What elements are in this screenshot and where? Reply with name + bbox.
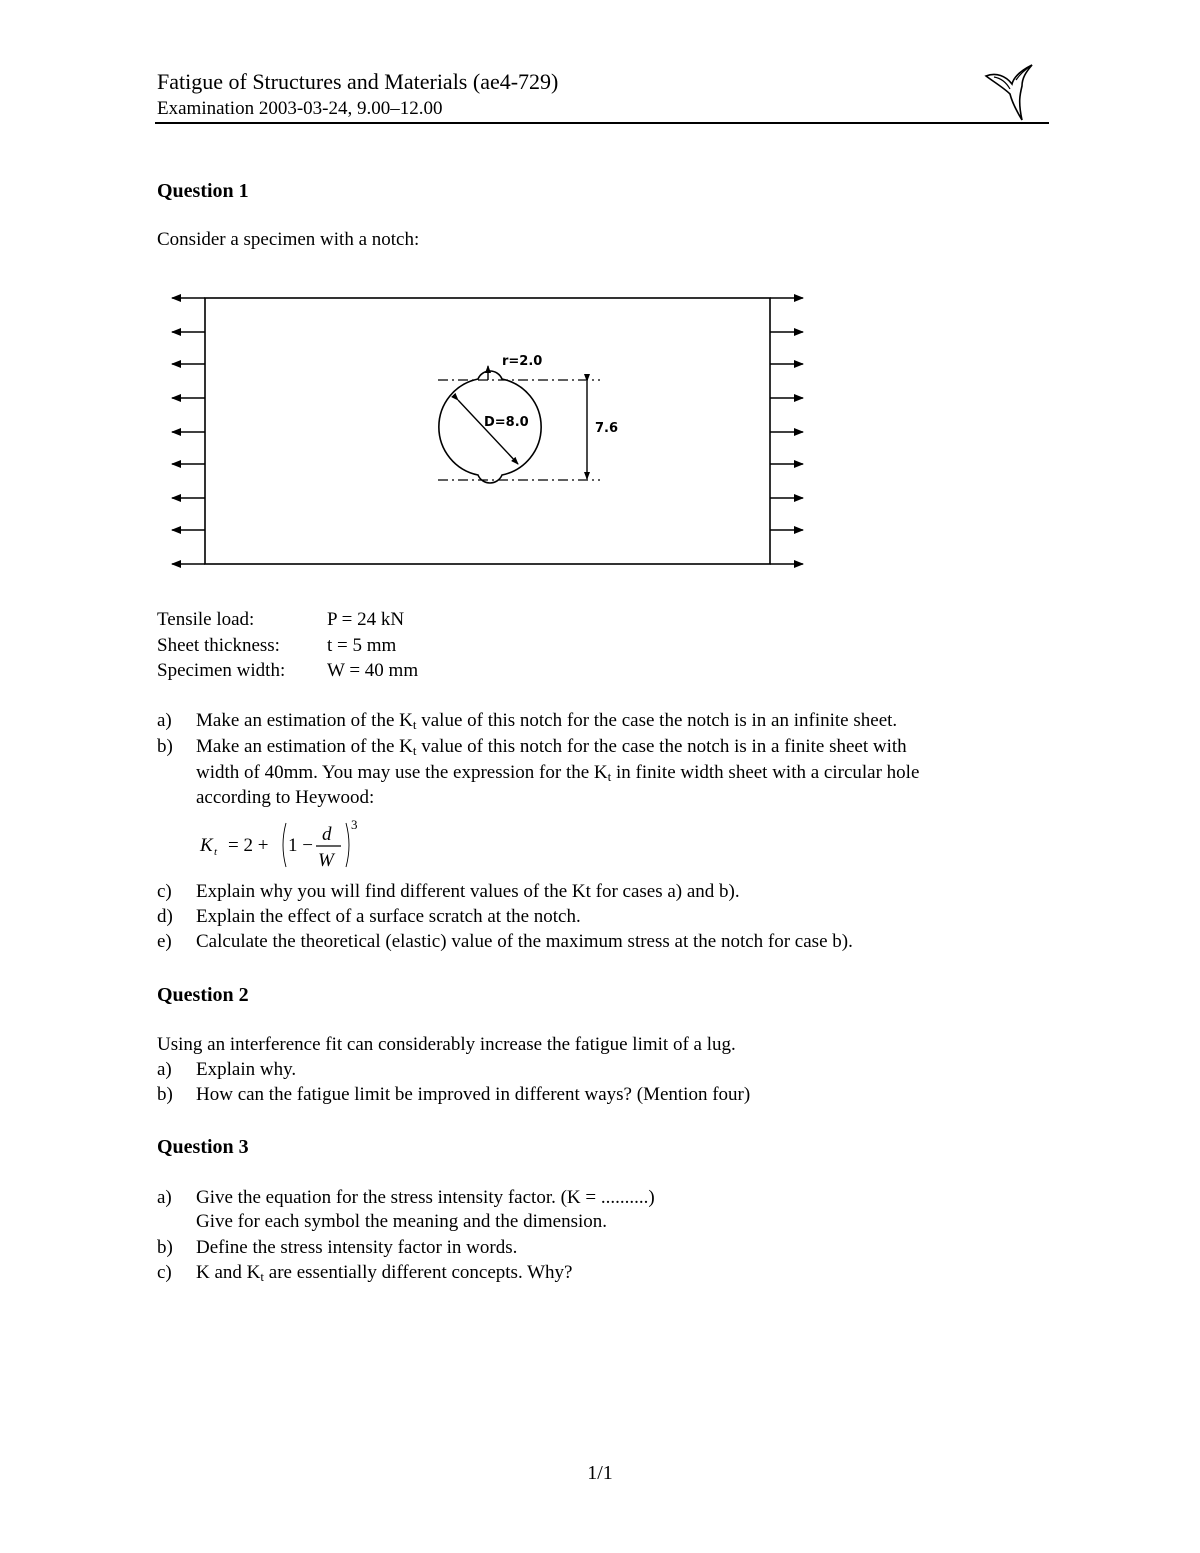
left-load-arrows (172, 298, 205, 564)
formula-num: d (322, 824, 332, 845)
parameters-list (157, 607, 418, 684)
param-value: P = 24 kN (327, 609, 405, 630)
question-1-heading: Question 1 (157, 180, 249, 202)
q3-c-label: c) (157, 1262, 172, 1283)
question-2-heading: Question 2 (157, 984, 249, 1006)
q1-b-text: Make an estimation of the $K_t$ value of this notch for the case the notch is in a finite sheet with (196, 736, 907, 758)
diameter-arrow (458, 400, 518, 464)
q3-a-text-line2: Give for each symbol the meaning and the dimension. (196, 1211, 608, 1232)
q3-b-label: b) (157, 1237, 173, 1258)
bird-logo-icon (982, 62, 1046, 122)
q1-b-label: b) (157, 736, 173, 757)
formula-exp: 3 (351, 817, 358, 832)
diameter-label: D=8.0 (484, 415, 529, 430)
q2-b-text: How can the fatigue limit be improved in different ways? (Mention four) (196, 1084, 751, 1105)
document-subtitle: Examination 2003-03-24, 9.00–12.00 (157, 98, 443, 119)
q2-b-label: b) (157, 1084, 173, 1105)
header-rule (155, 122, 1049, 124)
question-2-intro: Using an interference fit can considerably increase the fatigue limit of a lug. (157, 1034, 736, 1055)
formula-k-sub: t (214, 846, 218, 858)
page-number: 1/1 (587, 1462, 613, 1484)
q3-c-text: K and $K_t$ are essentially different concepts. Why? (196, 1262, 573, 1284)
q1-d-text: Explain the effect of a surface scratch at the notch. (196, 906, 581, 927)
q1-a-text: Make an estimation of the $K_t$ value of this notch for the case the notch is in an infinite sheet. (196, 710, 898, 732)
q1-c-label: c) (157, 881, 172, 902)
formula-eq: = 2 + (228, 835, 269, 856)
heywood-formula (196, 815, 386, 875)
q1-b-text-line2: width of 40mm. You may use the expression for the $K_t$ in finite width sheet with a circular hole (196, 762, 920, 784)
radius-label: r=2.0 (502, 354, 543, 369)
reference-lines (438, 380, 600, 480)
q1-e-label: e) (157, 931, 172, 952)
question-1-intro: Consider a specimen with a notch: (157, 229, 420, 250)
q2-a-label: a) (157, 1059, 172, 1080)
param-row (157, 607, 418, 633)
q2-a-text: Explain why. (196, 1059, 297, 1080)
q1-a-label: a) (157, 710, 172, 731)
formula-one: 1 − (288, 835, 313, 856)
q1-c-text: Explain why you will find different values of the Kt for cases a) and b). (196, 881, 740, 902)
q1-e-text: Calculate the theoretical (elastic) value of the maximum stress at the notch for case b). (196, 931, 853, 952)
param-label: Sheet thickness: (157, 634, 280, 656)
q3-a-label: a) (157, 1187, 172, 1208)
q3-b-text: Define the stress intensity factor in words. (196, 1237, 518, 1258)
q1-b-text-line3: according to Heywood: (196, 787, 375, 808)
param-row (157, 658, 418, 684)
formula-left-paren (283, 823, 286, 867)
param-value: W = 40 mm (327, 660, 419, 681)
formula-right-paren (346, 823, 349, 867)
dimension-label: 7.6 (595, 421, 619, 436)
param-row (157, 633, 418, 659)
right-load-arrows (770, 298, 803, 564)
document-title: Fatigue of Structures and Materials (ae4-729) (157, 69, 559, 94)
q1-d-label: d) (157, 906, 173, 927)
formula-den: W (318, 850, 334, 871)
param-label: Specimen width: (157, 660, 286, 681)
param-label: Tensile load: (157, 609, 255, 630)
param-value: t = 5 mm (327, 634, 397, 656)
question-3-heading: Question 3 (157, 1136, 249, 1158)
formula-k: K (200, 835, 213, 856)
notched-specimen-figure (160, 282, 820, 582)
q3-a-text: Give the equation for the stress intensity factor. (K = ..........) (196, 1187, 655, 1208)
